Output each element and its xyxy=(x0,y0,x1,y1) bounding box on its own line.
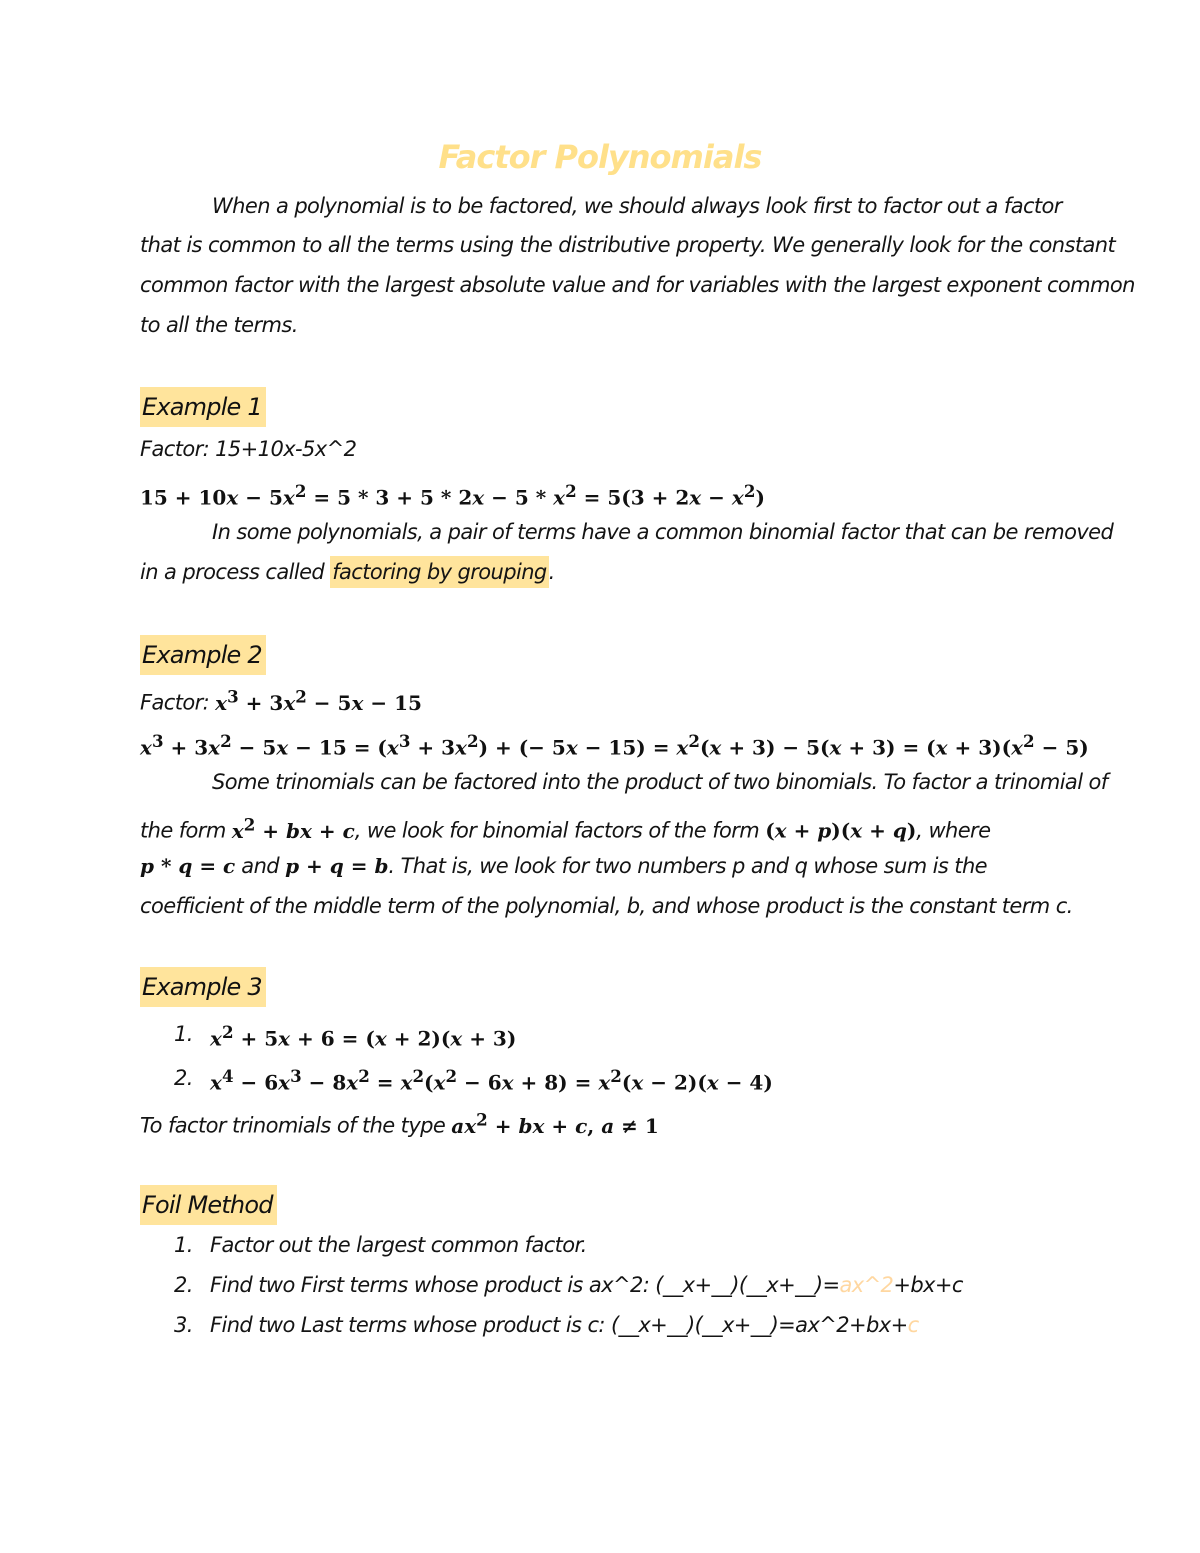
foil-item-3-text xyxy=(210,1313,919,1337)
example-1-paragraph-line-2 xyxy=(140,560,555,584)
example-3-heading: Example 3 xyxy=(140,967,266,1007)
example-2-paragraph-line-4: coefficient of the middle term of the polynomial, b, and whose product is the constant term c. xyxy=(140,894,1073,918)
intro-line-3: common factor with the largest absolute value and for variables with the largest exponent common xyxy=(140,273,1135,297)
example-3-item-1-number: 1. xyxy=(174,1022,193,1046)
foil-item-2-highlight: ax^2 xyxy=(839,1273,894,1297)
trinomial-form-expression: $x^2$ + bx + c xyxy=(231,814,355,843)
example-2-paragraph-line-2 xyxy=(140,814,990,843)
text-binomial-factors: , we look for binomial factors of the form xyxy=(354,818,766,843)
text-after-highlight: . xyxy=(548,560,555,584)
text-the-form: the form xyxy=(140,818,232,843)
example-3-item-2-equation: $x^4 - 6x^3 - 8x^2 = x^2(x^2 - 6x + 8) = x^2(x - 2)(x - 4)$ xyxy=(210,1066,773,1095)
binomial-form-expression: (x + p)(x + q) xyxy=(765,818,917,843)
example-2-factor-label: Factor: xyxy=(140,690,216,715)
foil-item-1-text: Factor out the largest common factor. xyxy=(210,1233,587,1257)
p-plus-q-equals-b-expression: p + q = b xyxy=(285,854,389,878)
foil-item-1-number: 1. xyxy=(174,1233,193,1257)
page-title: Factor Polynomials xyxy=(438,138,762,176)
foil-item-3-text-a: Find two Last terms whose product is c: (__x+__)(__x+__)=ax^2+bx+ xyxy=(210,1313,908,1337)
example-1-equation: $15 + 10x - 5x^2 = 5 * 3 + 5 * 2x - 5 * x^2 = 5(3 + 2x - x^2)$ xyxy=(140,481,765,510)
example-2-paragraph-line-3 xyxy=(140,854,987,878)
example-3-item-2-number: 2. xyxy=(174,1066,193,1090)
example-1-paragraph-line-1: In some polynomials, a pair of terms have a common binomial factor that can be removed xyxy=(212,520,1114,544)
example-3-type-line xyxy=(140,1109,659,1138)
foil-item-3-number: 3. xyxy=(174,1313,193,1337)
foil-item-2-text xyxy=(210,1273,963,1297)
example-1-factor-label: Factor: 15+10x-5x^2 xyxy=(140,437,357,461)
intro-line-1: When a polynomial is to be factored, we should always look first to factor out a factor xyxy=(212,194,1062,218)
foil-item-2-text-b: +bx+c xyxy=(893,1273,963,1297)
example-2-heading: Example 2 xyxy=(140,635,266,675)
foil-item-2-text-a: Find two First terms whose product is ax^2: (__x+__)(__x+__)= xyxy=(210,1273,840,1297)
foil-method-heading: Foil Method xyxy=(140,1185,277,1225)
example-3-item-1-equation: $x^2 + 5x + 6 = (x + 2)(x + 3)$ xyxy=(210,1022,517,1051)
example-2-paragraph-line-1: Some trinomials can be factored into the product of two binomials. To factor a trinomial of xyxy=(212,770,1108,794)
text-where: , where xyxy=(916,818,991,843)
example-2-factor-line xyxy=(140,686,422,715)
intro-line-2: that is common to all the terms using the distributive property. We generally look for the constant xyxy=(140,233,1116,257)
example-2-equation: $x^3 + 3x^2 - 5x - 15 = (x^3 + 3x^2)$ + (− $5x - 15) = x^2(x + 3) - 5(x + 3) = (x + 3)(x^2 - 5)$ xyxy=(140,731,1089,760)
text-and: and xyxy=(235,854,286,878)
foil-item-3-highlight: c xyxy=(907,1313,919,1337)
example-2-factor-expression: $x^3 + 3x^2 - 5x - 15$ xyxy=(215,686,422,715)
highlight-factoring-by-grouping: factoring by grouping xyxy=(330,556,548,588)
example-1-heading: Example 1 xyxy=(140,387,266,427)
text-to-factor-trinomials: To factor trinomials of the type xyxy=(140,1113,452,1138)
foil-item-2-number: 2. xyxy=(174,1273,193,1297)
general-trinomial-expression: $ax^2$ + bx + c, a ≠ 1 xyxy=(451,1109,659,1138)
text-before-highlight: in a process called xyxy=(140,560,331,584)
text-that-is: . That is, we look for two numbers p and q whose sum is the xyxy=(388,854,987,878)
pq-equals-c-expression: p * q = c xyxy=(140,854,236,878)
intro-line-4: to all the terms. xyxy=(140,313,298,337)
